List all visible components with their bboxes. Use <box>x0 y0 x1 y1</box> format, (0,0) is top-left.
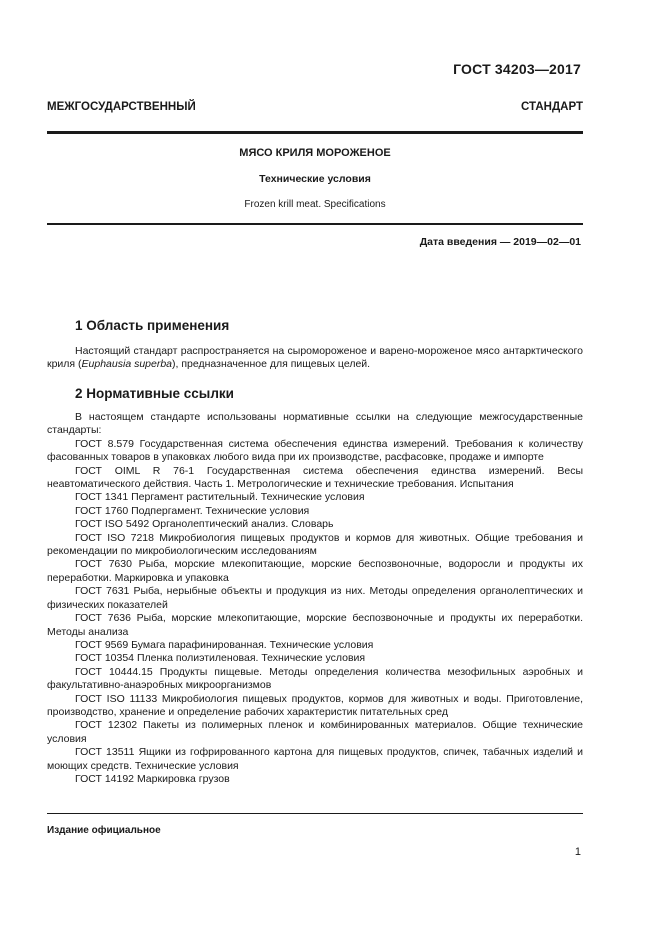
document-code: ГОСТ 34203—2017 <box>453 61 581 77</box>
introduction-date: Дата введения — 2019—02—01 <box>419 236 581 248</box>
section-1-body <box>47 345 583 372</box>
section-2-heading: 2 Нормативные ссылки <box>75 386 234 401</box>
reference-item: ГОСТ ISO 11133 Микробиология пищевых продуктов, кормов для животных и воды. Приготовление, производство, хранение и определение рабочих характеристик питательных сред <box>47 692 583 718</box>
section-1-text-start: Настоящий стандарт распространяется на сыромороженое и варено-мороженое мясо антарктического криля ( <box>47 345 583 371</box>
reference-item: ГОСТ 13511 Ящики из гофрированного картона для пищевых продуктов, спичек, табачных изделий и моющих средств. Технические условия <box>47 746 583 772</box>
section-1-paragraph <box>47 345 583 372</box>
document-title: МЯСО КРИЛЯ МОРОЖЕНОЕ <box>239 147 391 159</box>
section-2-body <box>47 411 583 786</box>
species-name: Euphausia superba <box>81 358 173 371</box>
official-edition-note: Издание официальное <box>47 825 161 836</box>
standard-type-heading: МЕЖГОСУДАРСТВЕННЫЙ СТАНДАРТ <box>47 101 583 113</box>
reference-item: ГОСТ 8.579 Государственная система обеспечения единства измерений. Требования к количеству фасованных товаров в упаковках любого вида при их производстве, расфасовке, продаже и импорте <box>47 437 583 464</box>
reference-item: ГОСТ 10354 Пленка полиэтиленовая. Технические условия <box>75 652 366 665</box>
page-number: 1 <box>574 846 581 858</box>
section-1-text-end: ), предназначенное для пищевых целей. <box>172 358 371 371</box>
reference-item: ГОСТ 12302 Пакеты из полимерных пленок и комбинированных материалов. Общие технические условия <box>47 719 583 745</box>
reference-item: ГОСТ 1760 Подпергамент. Технические условия <box>75 504 310 517</box>
title-divider <box>47 223 583 225</box>
reference-item: ГОСТ 7630 Рыба, морские млекопитающие, морские беспозвоночные, водоросли и продукты их переработки. Маркировка и упаковка <box>47 558 583 584</box>
reference-item: ГОСТ ISO 5492 Органолептический анализ. Словарь <box>75 518 334 531</box>
reference-item: ГОСТ 10444.15 Продукты пищевые. Методы определения количества мезофильных аэробных и факультативно-анаэробных микроорганизмов <box>47 665 583 692</box>
header-divider <box>47 131 583 134</box>
reference-item: ГОСТ OIML R 76-1 Государственная система обеспечения единства измерений. Весы неавтоматического действия. Часть 1. Метрологические и технические требования. Испытания <box>47 464 583 491</box>
reference-item: ГОСТ 9569 Бумага парафинированная. Технические условия <box>75 638 374 651</box>
reference-item: ГОСТ ISO 7218 Микробиология пищевых продуктов и кормов для животных. Общие требования и рекомендации по микробиологическим исследованиям <box>47 531 583 558</box>
document-subtitle: Технические условия <box>259 173 371 185</box>
section-2-intro: В настоящем стандарте использованы нормативные ссылки на следующие межгосударственные стандарты: <box>47 411 583 437</box>
section-1-heading: 1 Область применения <box>75 318 230 333</box>
reference-item: ГОСТ 7636 Рыба, морские млекопитающие, морские беспозвоночные и продукты их переработки. Методы анализа <box>47 612 583 638</box>
footer-divider <box>47 813 583 814</box>
reference-item: ГОСТ 14192 Маркировка грузов <box>75 772 230 785</box>
reference-item: ГОСТ 1341 Пергамент растительный. Технические условия <box>75 491 365 504</box>
english-title: Frozen krill meat. Specifications <box>244 199 386 210</box>
reference-item: ГОСТ 7631 Рыба, нерыбные объекты и продукция из них. Методы определения органолептических и физических показателей <box>47 585 583 611</box>
